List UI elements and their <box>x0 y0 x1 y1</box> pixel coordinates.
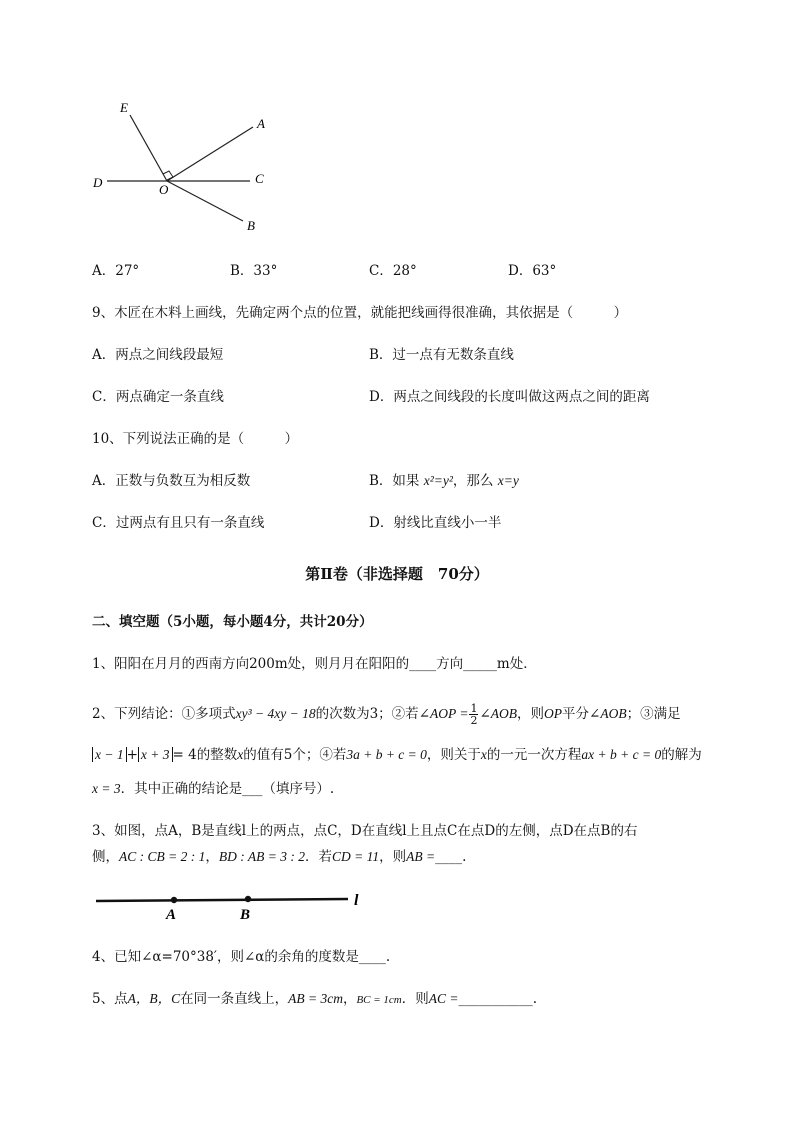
q8-option-c: C．28° <box>369 263 417 279</box>
f3-cd: CD = 11 <box>331 849 380 864</box>
f2-angle-aop: ∠AOP = <box>418 706 469 721</box>
fill-question-3-line-1: 3、如图，点A，B是直线l上的两点，点C，D在直线l上且点C在点D的左侧，点D在点B的右 <box>92 823 638 839</box>
q10-b-prefix: B．如果 <box>369 473 420 489</box>
q10-option-c: C．过两点有且只有一条直线 <box>92 515 265 531</box>
f2-angle-aob: ∠AOB <box>479 706 518 721</box>
f3-text-c: ，则 <box>379 849 407 865</box>
fill-question-4: 4、已知∠α=70°38′，则∠α的余角的度数是____. <box>92 949 391 965</box>
q10-option-b <box>369 472 519 490</box>
f2-x-1: x <box>237 747 244 762</box>
f3-text-b: ．若 <box>304 849 332 865</box>
f3-ab: AB = <box>406 849 436 864</box>
q9-option-a: A．两点之间线段最短 <box>92 347 224 363</box>
f2-x-3: x = 3 <box>92 781 121 796</box>
q8-option-b: B．33° <box>230 263 278 279</box>
label-line-l: l <box>354 892 359 909</box>
q10-b-eq2: x=y <box>497 473 519 488</box>
f3-ratio-1: AC : CB = 2 : 1 <box>119 849 206 864</box>
q9-stem: 9、木匠在木料上画线，先确定两个点的位置，就能把线画得很准确，其依据是（ ） <box>92 305 628 321</box>
f5-text-d: ．则 <box>401 991 429 1007</box>
q9-option-b: B．过一点有无数条直线 <box>369 347 514 363</box>
section-2-title: 第Ⅱ卷（非选择题 70分） <box>305 565 489 583</box>
q9-option-c: C．两点确定一条直线 <box>92 389 224 405</box>
q10-b-eq1: x²=y² <box>423 473 453 488</box>
f5-text-c: ， <box>342 991 357 1007</box>
q8-option-a: A．27° <box>92 263 140 279</box>
label-b: B <box>247 218 255 233</box>
q10-b-mid: ，那么 <box>452 473 494 489</box>
f5-ac: AC = <box>428 991 459 1006</box>
fill-question-2-line-1 <box>92 700 681 728</box>
f5-bc: BC = 1cm <box>356 994 402 1006</box>
f5-points: A，B，C <box>127 991 181 1006</box>
ray-ob <box>167 181 243 221</box>
fill-question-3-line-2: 侧，AC : CB = 2 : 1，BD : AB = 3 : 2．若CD = 11，则AB =____. <box>92 849 467 865</box>
f2-x-2: x <box>480 747 487 762</box>
f2-abs-1: x − 1 <box>92 747 127 762</box>
f2-text-b: 的次数为3；②若 <box>315 706 419 722</box>
point-a <box>171 897 177 903</box>
f2-text-c: ，则 <box>517 706 545 722</box>
q10-stem: 10、下列说法正确的是（ ） <box>92 431 299 447</box>
label-a: A <box>257 116 265 131</box>
ray-oe <box>130 115 167 181</box>
part-2-heading: 二、填空题（5小题，每小题4分，共计20分） <box>92 614 373 630</box>
q10-option-a: A．正数与负数互为相反数 <box>92 473 251 489</box>
f3-ratio-2: BD : AB = 3 : 2 <box>218 849 305 864</box>
f2-fraction <box>469 703 478 726</box>
q9-option-d: D．两点之间线段的长度叫做这两点之间的距离 <box>369 389 650 405</box>
f2-op: OP <box>544 706 563 721</box>
f5-text-e: ___________. <box>458 991 538 1007</box>
label-point-a: A <box>166 907 177 923</box>
f2-abs-2: x + 3 <box>138 747 173 762</box>
label-e: E <box>120 100 128 115</box>
f2-frac-den: 2 <box>470 714 478 727</box>
line-l <box>96 899 348 901</box>
f2-frac-num: 1 <box>470 702 478 715</box>
fill-question-1: 1、阳阳在月月的西南方向200m处，则月月在阳阳的____方向_____m处． <box>92 656 537 672</box>
f3-text-d: ____. <box>435 849 467 865</box>
f5-text-b: 在同一条直线上， <box>180 991 289 1007</box>
angle-figure <box>85 95 285 245</box>
f2-text-j: 的解为 <box>661 747 702 763</box>
f2-condition: 3a + b + c = 0 <box>346 747 427 762</box>
f2-text-e: ；③满足 <box>626 706 681 722</box>
f2-eq4: = 4 <box>172 747 197 763</box>
fill-question-5 <box>92 990 537 1009</box>
q10-option-d: D．射线比直线小一半 <box>369 515 502 531</box>
f2-text-g: 的值有5个；④若 <box>243 747 347 763</box>
label-c: C <box>255 171 264 186</box>
f2-text-k: ．其中正确的结论是___（填序号）. <box>120 781 335 797</box>
fill-question-2-line-2 <box>92 746 702 764</box>
f2-text-d: 平分 <box>562 706 590 722</box>
ray-oa <box>167 127 253 181</box>
f3-text-a: 侧， <box>92 849 119 865</box>
f2-text-i: 的一元一次方程 <box>486 747 582 763</box>
f2-text-f: 的整数 <box>196 747 238 763</box>
line-figure <box>92 888 382 928</box>
f2-text-a: 2、下列结论：①多项式 <box>92 706 236 722</box>
label-point-b: B <box>240 907 251 923</box>
f5-ab: AB = 3cm <box>288 991 343 1006</box>
f5-text-a: 5、点 <box>92 991 128 1007</box>
q8-option-d: D．63° <box>508 263 557 279</box>
fill-question-2-line-3 <box>92 780 334 798</box>
f2-angle-aob-2: ∠AOB <box>589 706 627 721</box>
f2-poly: xy³ − 4xy − 18 <box>235 706 316 721</box>
f2-text-h: ，则关于 <box>426 747 481 763</box>
f2-equation: ax + b + c = 0 <box>581 747 662 762</box>
label-d: D <box>93 175 103 190</box>
f2-plus: + <box>126 747 138 763</box>
point-b <box>245 896 251 902</box>
label-o: O <box>159 182 169 197</box>
